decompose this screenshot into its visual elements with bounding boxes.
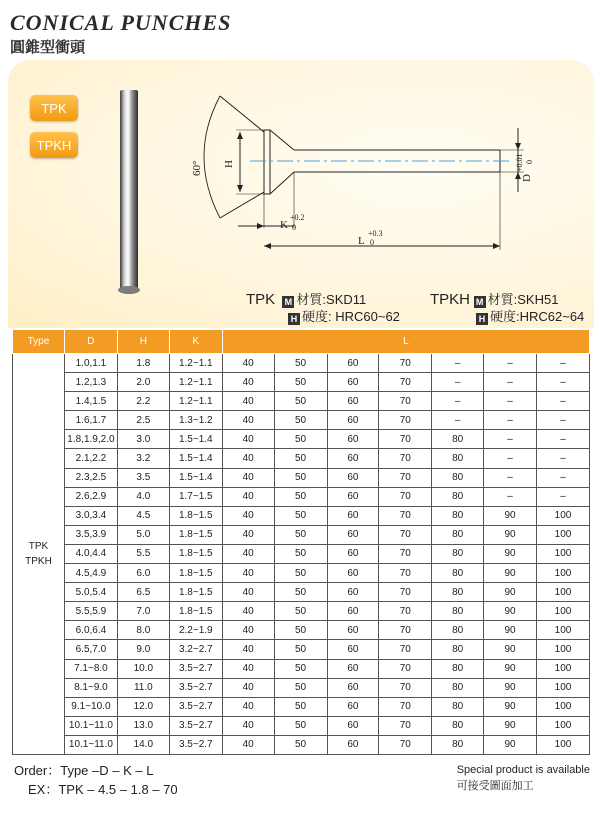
l-cell: 80 xyxy=(432,640,484,659)
l-cell: 50 xyxy=(274,544,327,563)
l-cell: – xyxy=(484,487,537,506)
material-icon: M xyxy=(474,296,486,308)
h-cell: 13.0 xyxy=(117,716,169,735)
l-cell: 70 xyxy=(379,602,432,621)
l-cell: 60 xyxy=(327,716,379,735)
material-icon: M xyxy=(282,296,294,308)
hardness-icon: H xyxy=(476,313,488,325)
l-cell: 90 xyxy=(484,506,537,525)
l-cell: 60 xyxy=(327,392,379,411)
l-cell: 80 xyxy=(432,583,484,602)
h-cell: 5.0 xyxy=(117,525,169,544)
d-cell: 4.0,4.4 xyxy=(64,544,117,563)
k-cell: 3.5~2.7 xyxy=(169,697,222,716)
header-h: H xyxy=(117,330,169,354)
l-cell: 40 xyxy=(222,697,274,716)
h-cell: 4.0 xyxy=(117,487,169,506)
k-cell: 1.7~1.5 xyxy=(169,487,222,506)
l-cell: 80 xyxy=(432,716,484,735)
l-cell: 80 xyxy=(432,544,484,563)
l-cell: 90 xyxy=(484,640,537,659)
h-cell: 12.0 xyxy=(117,697,169,716)
l-cell: 40 xyxy=(222,430,274,449)
type-label: TPKH xyxy=(25,555,52,567)
table-row xyxy=(13,411,590,430)
l-cell: 100 xyxy=(537,525,590,544)
l-cell: 70 xyxy=(379,678,432,697)
l-cell: 50 xyxy=(274,525,327,544)
l-cell: 50 xyxy=(274,354,327,373)
k-cell: 1.5~1.4 xyxy=(169,449,222,468)
l-cell: 50 xyxy=(274,602,327,621)
type-label: TPK xyxy=(28,540,49,552)
d-cell: 3.5,3.9 xyxy=(64,525,117,544)
k-cell: 1.5~1.4 xyxy=(169,468,222,487)
l-cell: 70 xyxy=(379,583,432,602)
l-cell: 60 xyxy=(327,544,379,563)
l-cell: 50 xyxy=(274,564,327,583)
l-cell: 80 xyxy=(432,449,484,468)
l-cell: 50 xyxy=(274,583,327,602)
l-cell: 40 xyxy=(222,449,274,468)
h-cell: 3.0 xyxy=(117,430,169,449)
l-cell: 90 xyxy=(484,735,537,754)
table-row xyxy=(13,735,590,754)
d-cell: 3.0,3.4 xyxy=(64,506,117,525)
h-cell: 4.5 xyxy=(117,506,169,525)
l-cell: 60 xyxy=(327,602,379,621)
l-cell: 50 xyxy=(274,468,327,487)
d-tolerance-upper: +0.01 xyxy=(515,153,524,172)
l-cell: 40 xyxy=(222,564,274,583)
d-cell: 1.8,1.9,2.0 xyxy=(64,430,117,449)
header-type: Type xyxy=(13,330,65,354)
h-cell: 2.2 xyxy=(117,392,169,411)
l-cell: – xyxy=(537,430,590,449)
k-cell: 1.5~1.4 xyxy=(169,430,222,449)
l-cell: – xyxy=(484,373,537,392)
table-row xyxy=(13,468,590,487)
l-cell: 60 xyxy=(327,449,379,468)
h-cell: 2.0 xyxy=(117,373,169,392)
l-tolerance-upper: +0.3 xyxy=(368,229,383,238)
l-cell: 50 xyxy=(274,659,327,678)
k-dimension-label: K xyxy=(280,219,288,231)
l-cell: 100 xyxy=(537,640,590,659)
l-cell: 40 xyxy=(222,735,274,754)
table-header-row xyxy=(13,330,590,354)
k-cell: 3.5~2.7 xyxy=(169,678,222,697)
d-cell: 2.1,2.2 xyxy=(64,449,117,468)
l-cell: 70 xyxy=(379,373,432,392)
table-row xyxy=(13,621,590,640)
spec-hardness: 硬度: HRC60~62 xyxy=(302,309,400,324)
k-cell: 2.2~1.9 xyxy=(169,621,222,640)
l-cell: 40 xyxy=(222,678,274,697)
technical-drawing xyxy=(180,88,540,258)
l-cell: 100 xyxy=(537,602,590,621)
l-cell: – xyxy=(537,411,590,430)
l-cell: 60 xyxy=(327,621,379,640)
table-row xyxy=(13,544,590,563)
table-row xyxy=(13,392,590,411)
l-cell: 80 xyxy=(432,487,484,506)
d-cell: 10.1~11.0 xyxy=(64,716,117,735)
table-row xyxy=(13,602,590,621)
l-cell: 70 xyxy=(379,640,432,659)
table-row xyxy=(13,430,590,449)
l-cell: 90 xyxy=(484,716,537,735)
l-cell: 50 xyxy=(274,411,327,430)
l-cell: 100 xyxy=(537,564,590,583)
h-cell: 6.5 xyxy=(117,583,169,602)
l-cell: 60 xyxy=(327,659,379,678)
d-cell: 5.0,5.4 xyxy=(64,583,117,602)
l-cell: 90 xyxy=(484,602,537,621)
table-row xyxy=(13,640,590,659)
l-cell: 60 xyxy=(327,678,379,697)
l-cell: 60 xyxy=(327,430,379,449)
spec-tpkh xyxy=(430,291,584,325)
d-cell: 2.6,2.9 xyxy=(64,487,117,506)
l-cell: 80 xyxy=(432,697,484,716)
d-cell: 8.1~9.0 xyxy=(64,678,117,697)
l-cell: 60 xyxy=(327,735,379,754)
d-cell: 1.2,1.3 xyxy=(64,373,117,392)
l-cell: 40 xyxy=(222,602,274,621)
h-cell: 14.0 xyxy=(117,735,169,754)
l-cell: – xyxy=(537,373,590,392)
l-cell: – xyxy=(537,354,590,373)
l-cell: 70 xyxy=(379,659,432,678)
hardness-icon: H xyxy=(288,313,300,325)
table-row xyxy=(13,449,590,468)
header-l: L xyxy=(222,330,589,354)
d-cell: 4.5,4.9 xyxy=(64,564,117,583)
l-cell: 50 xyxy=(274,430,327,449)
l-cell: 70 xyxy=(379,735,432,754)
l-cell: 80 xyxy=(432,678,484,697)
l-cell: 90 xyxy=(484,564,537,583)
h-cell: 9.0 xyxy=(117,640,169,659)
d-cell: 7.1~8.0 xyxy=(64,659,117,678)
l-cell: – xyxy=(484,411,537,430)
page-title: CONICAL PUNCHES xyxy=(10,10,232,35)
k-cell: 1.3~1.2 xyxy=(169,411,222,430)
d-cell: 1.0,1.1 xyxy=(64,354,117,373)
h-cell: 10.0 xyxy=(117,659,169,678)
l-tolerance-lower: 0 xyxy=(370,238,374,247)
header-k: K xyxy=(169,330,222,354)
spec-material: 材質:SKD11 xyxy=(296,292,367,307)
l-cell: 70 xyxy=(379,468,432,487)
k-cell: 1.2~1.1 xyxy=(169,354,222,373)
h-cell: 6.0 xyxy=(117,564,169,583)
h-cell: 8.0 xyxy=(117,621,169,640)
l-cell: 40 xyxy=(222,583,274,602)
table-row xyxy=(13,659,590,678)
h-cell: 3.5 xyxy=(117,468,169,487)
l-cell: – xyxy=(537,487,590,506)
l-cell: 40 xyxy=(222,373,274,392)
spec-tpk xyxy=(246,291,400,325)
table-row xyxy=(13,678,590,697)
k-tolerance-upper: +0.2 xyxy=(290,213,305,222)
l-cell: 80 xyxy=(432,506,484,525)
l-cell: 80 xyxy=(432,602,484,621)
l-cell: 70 xyxy=(379,564,432,583)
l-cell: 70 xyxy=(379,621,432,640)
l-cell: 100 xyxy=(537,697,590,716)
order-example: EX：TPK – 4.5 – 1.8 – 70 xyxy=(28,782,178,797)
table-row xyxy=(13,487,590,506)
l-cell: 70 xyxy=(379,392,432,411)
l-cell: 70 xyxy=(379,354,432,373)
dimension-table xyxy=(12,329,590,755)
punch-pin-image xyxy=(118,90,148,296)
l-cell: 70 xyxy=(379,525,432,544)
l-cell: – xyxy=(432,373,484,392)
l-cell: 100 xyxy=(537,716,590,735)
page-subtitle: 圓錐型衝頭 xyxy=(10,39,86,56)
h-cell: 3.2 xyxy=(117,449,169,468)
l-cell: 80 xyxy=(432,735,484,754)
l-cell: – xyxy=(537,392,590,411)
l-cell: 50 xyxy=(274,640,327,659)
l-cell: 100 xyxy=(537,621,590,640)
tag-tpkh: TPKH xyxy=(30,132,78,158)
h-cell: 5.5 xyxy=(117,544,169,563)
table-row xyxy=(13,354,590,373)
l-cell: 60 xyxy=(327,697,379,716)
l-cell: 80 xyxy=(432,659,484,678)
l-cell: 40 xyxy=(222,525,274,544)
special-note-zh: 可接受圖面加工 xyxy=(456,780,534,792)
l-cell: 80 xyxy=(432,621,484,640)
l-cell: 50 xyxy=(274,392,327,411)
d-dimension-label: D xyxy=(521,174,533,182)
l-cell: – xyxy=(537,449,590,468)
l-cell: 100 xyxy=(537,659,590,678)
l-cell: 60 xyxy=(327,354,379,373)
l-cell: 40 xyxy=(222,392,274,411)
l-cell: 40 xyxy=(222,487,274,506)
l-cell: 60 xyxy=(327,487,379,506)
l-cell: 50 xyxy=(274,487,327,506)
l-cell: 60 xyxy=(327,583,379,602)
l-cell: 80 xyxy=(432,430,484,449)
l-cell: – xyxy=(484,430,537,449)
l-cell: 90 xyxy=(484,525,537,544)
l-cell: 50 xyxy=(274,678,327,697)
l-cell: 50 xyxy=(274,449,327,468)
d-cell: 5.5,5.9 xyxy=(64,602,117,621)
l-cell: 60 xyxy=(327,373,379,392)
l-cell: 50 xyxy=(274,373,327,392)
l-cell: – xyxy=(484,468,537,487)
l-cell: 40 xyxy=(222,354,274,373)
table-row xyxy=(13,506,590,525)
table-row xyxy=(13,525,590,544)
l-cell: 90 xyxy=(484,678,537,697)
k-cell: 1.8~1.5 xyxy=(169,564,222,583)
l-cell: 60 xyxy=(327,506,379,525)
l-dimension-label: L xyxy=(358,235,365,247)
type-cell xyxy=(13,354,65,755)
l-cell: 40 xyxy=(222,411,274,430)
l-cell: 100 xyxy=(537,735,590,754)
h-cell: 11.0 xyxy=(117,678,169,697)
spec-type: TPK xyxy=(246,291,276,308)
l-cell: – xyxy=(432,392,484,411)
l-cell: – xyxy=(537,468,590,487)
h-dimension-label: H xyxy=(223,160,235,168)
l-cell: 50 xyxy=(274,697,327,716)
table-row xyxy=(13,697,590,716)
spec-material: 材質:SKH51 xyxy=(487,292,559,307)
d-cell: 6.0,6.4 xyxy=(64,621,117,640)
l-cell: 50 xyxy=(274,621,327,640)
special-note xyxy=(457,762,590,794)
l-cell: 70 xyxy=(379,697,432,716)
l-cell: 90 xyxy=(484,583,537,602)
table-row xyxy=(13,716,590,735)
l-cell: 80 xyxy=(432,468,484,487)
l-cell: 60 xyxy=(327,525,379,544)
l-cell: 80 xyxy=(432,564,484,583)
d-cell: 10.1~11.0 xyxy=(64,735,117,754)
l-cell: 50 xyxy=(274,506,327,525)
l-cell: 40 xyxy=(222,506,274,525)
l-cell: – xyxy=(484,392,537,411)
l-cell: 60 xyxy=(327,411,379,430)
order-format: Order：Type –D – K – L xyxy=(14,763,154,778)
special-note-en: Special product is available xyxy=(456,764,590,776)
l-cell: 40 xyxy=(222,659,274,678)
l-cell: 40 xyxy=(222,468,274,487)
d-tolerance-lower: 0 xyxy=(525,160,534,164)
l-cell: 70 xyxy=(379,449,432,468)
l-cell: – xyxy=(484,449,537,468)
l-cell: 60 xyxy=(327,564,379,583)
l-cell: 70 xyxy=(379,487,432,506)
l-cell: 40 xyxy=(222,640,274,659)
k-tolerance-lower: 0 xyxy=(292,223,296,232)
k-cell: 3.2~2.7 xyxy=(169,640,222,659)
l-cell: 70 xyxy=(379,411,432,430)
l-cell: 50 xyxy=(274,716,327,735)
l-cell: 70 xyxy=(379,430,432,449)
table-row xyxy=(13,583,590,602)
d-cell: 9.1~10.0 xyxy=(64,697,117,716)
l-cell: 100 xyxy=(537,506,590,525)
l-cell: 90 xyxy=(484,659,537,678)
d-cell: 2.3,2.5 xyxy=(64,468,117,487)
l-cell: 40 xyxy=(222,621,274,640)
k-cell: 3.5~2.7 xyxy=(169,735,222,754)
h-cell: 2.5 xyxy=(117,411,169,430)
l-cell: 60 xyxy=(327,468,379,487)
l-cell: 80 xyxy=(432,525,484,544)
l-cell: 90 xyxy=(484,621,537,640)
l-cell: 90 xyxy=(484,544,537,563)
spec-type: TPKH xyxy=(430,291,471,308)
k-cell: 1.8~1.5 xyxy=(169,525,222,544)
h-cell: 1.8 xyxy=(117,354,169,373)
k-cell: 1.8~1.5 xyxy=(169,602,222,621)
table-row xyxy=(13,564,590,583)
d-cell: 1.6,1.7 xyxy=(64,411,117,430)
spec-hardness: 硬度:HRC62~64 xyxy=(490,309,585,324)
k-cell: 1.8~1.5 xyxy=(169,506,222,525)
l-cell: – xyxy=(432,411,484,430)
l-cell: 60 xyxy=(327,640,379,659)
l-cell: 40 xyxy=(222,716,274,735)
table-row xyxy=(13,373,590,392)
l-cell: 70 xyxy=(379,506,432,525)
l-cell: 100 xyxy=(537,583,590,602)
h-cell: 7.0 xyxy=(117,602,169,621)
angle-label: 60° xyxy=(191,160,203,176)
k-cell: 1.2~1.1 xyxy=(169,392,222,411)
k-cell: 3.5~2.7 xyxy=(169,716,222,735)
l-cell: 90 xyxy=(484,697,537,716)
l-cell: 100 xyxy=(537,544,590,563)
k-cell: 1.8~1.5 xyxy=(169,583,222,602)
header-d: D xyxy=(64,330,117,354)
l-cell: 50 xyxy=(274,735,327,754)
l-cell: 100 xyxy=(537,678,590,697)
d-cell: 6.5,7.0 xyxy=(64,640,117,659)
k-cell: 1.2~1.1 xyxy=(169,373,222,392)
l-cell: – xyxy=(432,354,484,373)
l-cell: 40 xyxy=(222,544,274,563)
k-cell: 3.5~2.7 xyxy=(169,659,222,678)
l-cell: 70 xyxy=(379,716,432,735)
d-cell: 1.4,1.5 xyxy=(64,392,117,411)
l-cell: 70 xyxy=(379,544,432,563)
k-cell: 1.8~1.5 xyxy=(169,544,222,563)
l-cell: – xyxy=(484,354,537,373)
tag-tpk: TPK xyxy=(30,95,78,121)
